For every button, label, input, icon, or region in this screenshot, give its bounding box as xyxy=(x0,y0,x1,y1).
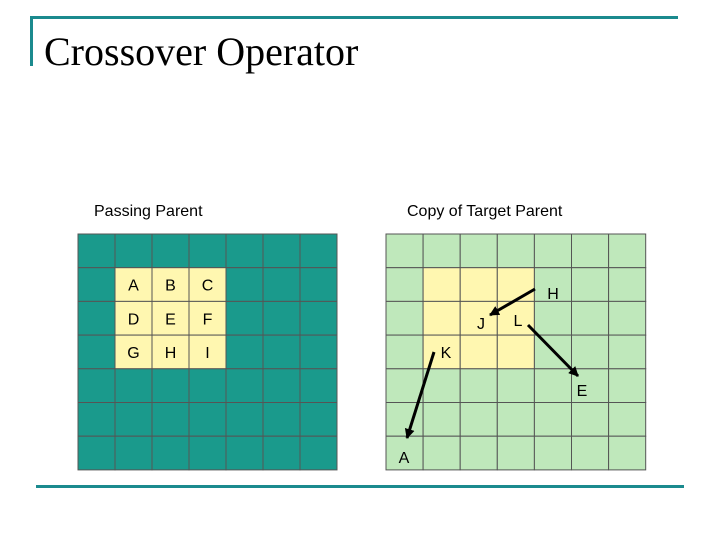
target-grid-cell xyxy=(386,301,423,335)
passing-grid-cell xyxy=(263,268,300,302)
target-highlight-cell xyxy=(423,301,460,335)
target-grid-cell xyxy=(609,403,646,437)
target-grid-cell xyxy=(534,301,571,335)
passing-grid-cell xyxy=(115,436,152,470)
passing-grid-cell xyxy=(263,234,300,268)
passing-cell-letter: D xyxy=(127,311,140,329)
passing-grid-cell xyxy=(189,403,226,437)
target-grid-cell xyxy=(609,335,646,369)
target-label-k: K xyxy=(440,345,452,362)
passing-grid-cell xyxy=(263,369,300,403)
target-label-j: J xyxy=(477,316,485,333)
passing-grid-cell xyxy=(78,234,115,268)
passing-grid-cell xyxy=(78,301,115,335)
passing-grid-cell xyxy=(152,403,189,437)
passing-grid-cell xyxy=(226,234,263,268)
passing-grid-cell xyxy=(152,436,189,470)
passing-grid-cell xyxy=(115,234,152,268)
passing-grid-cell xyxy=(189,369,226,403)
target-grid-cell xyxy=(572,234,609,268)
target-highlight-cell xyxy=(460,268,497,302)
passing-grid-cell xyxy=(300,436,337,470)
passing-grid-cell xyxy=(300,369,337,403)
target-grid-cell xyxy=(572,403,609,437)
passing-grid-cell xyxy=(78,335,115,369)
passing-cell-letter: H xyxy=(164,344,177,362)
target-grid-cell xyxy=(572,301,609,335)
target-grid-cell xyxy=(460,234,497,268)
target-grid-cell xyxy=(386,335,423,369)
target-grid-cell xyxy=(609,234,646,268)
target-grid-cell xyxy=(497,234,534,268)
passing-grid-cell xyxy=(263,301,300,335)
passing-cell-letter: I xyxy=(205,344,210,362)
target-grid-cell xyxy=(460,403,497,437)
passing-grid-cell xyxy=(152,234,189,268)
target-highlight-cell xyxy=(497,268,534,302)
passing-grid-cell xyxy=(189,436,226,470)
target-grid-cell xyxy=(534,369,571,403)
passing-grid-cell xyxy=(300,335,337,369)
target-grid-cell xyxy=(534,234,571,268)
passing-cell-letter: B xyxy=(165,277,176,295)
target-grid-cell xyxy=(609,301,646,335)
passing-grid-cell xyxy=(300,234,337,268)
passing-grid-cell xyxy=(78,369,115,403)
target-grid-cell xyxy=(497,403,534,437)
target-grid-cell xyxy=(572,268,609,302)
target-highlight-cell xyxy=(423,268,460,302)
passing-grid-cell xyxy=(226,403,263,437)
passing-grid-cell xyxy=(226,335,263,369)
target-grid-cell xyxy=(609,268,646,302)
passing-grid-cell xyxy=(226,436,263,470)
target-grid-cell xyxy=(423,403,460,437)
passing-cell-letter: G xyxy=(127,344,140,362)
target-grid-cell xyxy=(534,436,571,470)
target-grid-cell xyxy=(609,369,646,403)
target-grid-cell xyxy=(572,335,609,369)
target-grid-cell xyxy=(386,369,423,403)
passing-cell-letter: C xyxy=(201,277,214,295)
target-grid-cell xyxy=(497,436,534,470)
target-label-a: A xyxy=(398,450,410,467)
target-label-e: E xyxy=(576,383,588,400)
passing-grid-cell xyxy=(78,436,115,470)
passing-grid-cell xyxy=(300,301,337,335)
passing-cell-letter: E xyxy=(165,311,176,329)
target-highlight-cell xyxy=(497,335,534,369)
passing-parent-grid xyxy=(78,234,337,470)
passing-grid-cell xyxy=(226,268,263,302)
passing-grid-cell xyxy=(78,403,115,437)
passing-grid-cell xyxy=(115,369,152,403)
bottom-rule xyxy=(36,485,684,488)
passing-parent-label: Passing Parent xyxy=(94,203,203,220)
target-grid-cell xyxy=(609,436,646,470)
passing-grid-cell xyxy=(300,403,337,437)
target-grid-cell xyxy=(423,436,460,470)
passing-cell-letter: F xyxy=(202,311,213,329)
target-grid-cell xyxy=(460,369,497,403)
target-highlight-cell xyxy=(460,335,497,369)
passing-grid-cell xyxy=(115,403,152,437)
passing-grid-cell xyxy=(152,369,189,403)
target-grid-cell xyxy=(460,436,497,470)
passing-grid-cell xyxy=(263,436,300,470)
target-grid-cell xyxy=(497,369,534,403)
target-parent-grid xyxy=(386,234,646,470)
target-label-l: L xyxy=(513,313,523,330)
target-grid-cell xyxy=(534,403,571,437)
passing-grid-cell xyxy=(189,234,226,268)
passing-grid-cell xyxy=(78,268,115,302)
target-grid-cell xyxy=(423,234,460,268)
slide-title: Crossover Operator xyxy=(44,29,359,74)
passing-grid-cell xyxy=(263,403,300,437)
passing-cell-letter: A xyxy=(128,277,139,295)
target-grid-cell xyxy=(386,268,423,302)
target-grid-cell xyxy=(572,436,609,470)
passing-grid-cell xyxy=(226,369,263,403)
target-label-h: H xyxy=(547,286,559,303)
target-parent-label: Copy of Target Parent xyxy=(407,203,563,220)
passing-grid-cell xyxy=(263,335,300,369)
passing-grid-cell xyxy=(300,268,337,302)
target-grid-cell xyxy=(386,234,423,268)
passing-grid-cell xyxy=(226,301,263,335)
